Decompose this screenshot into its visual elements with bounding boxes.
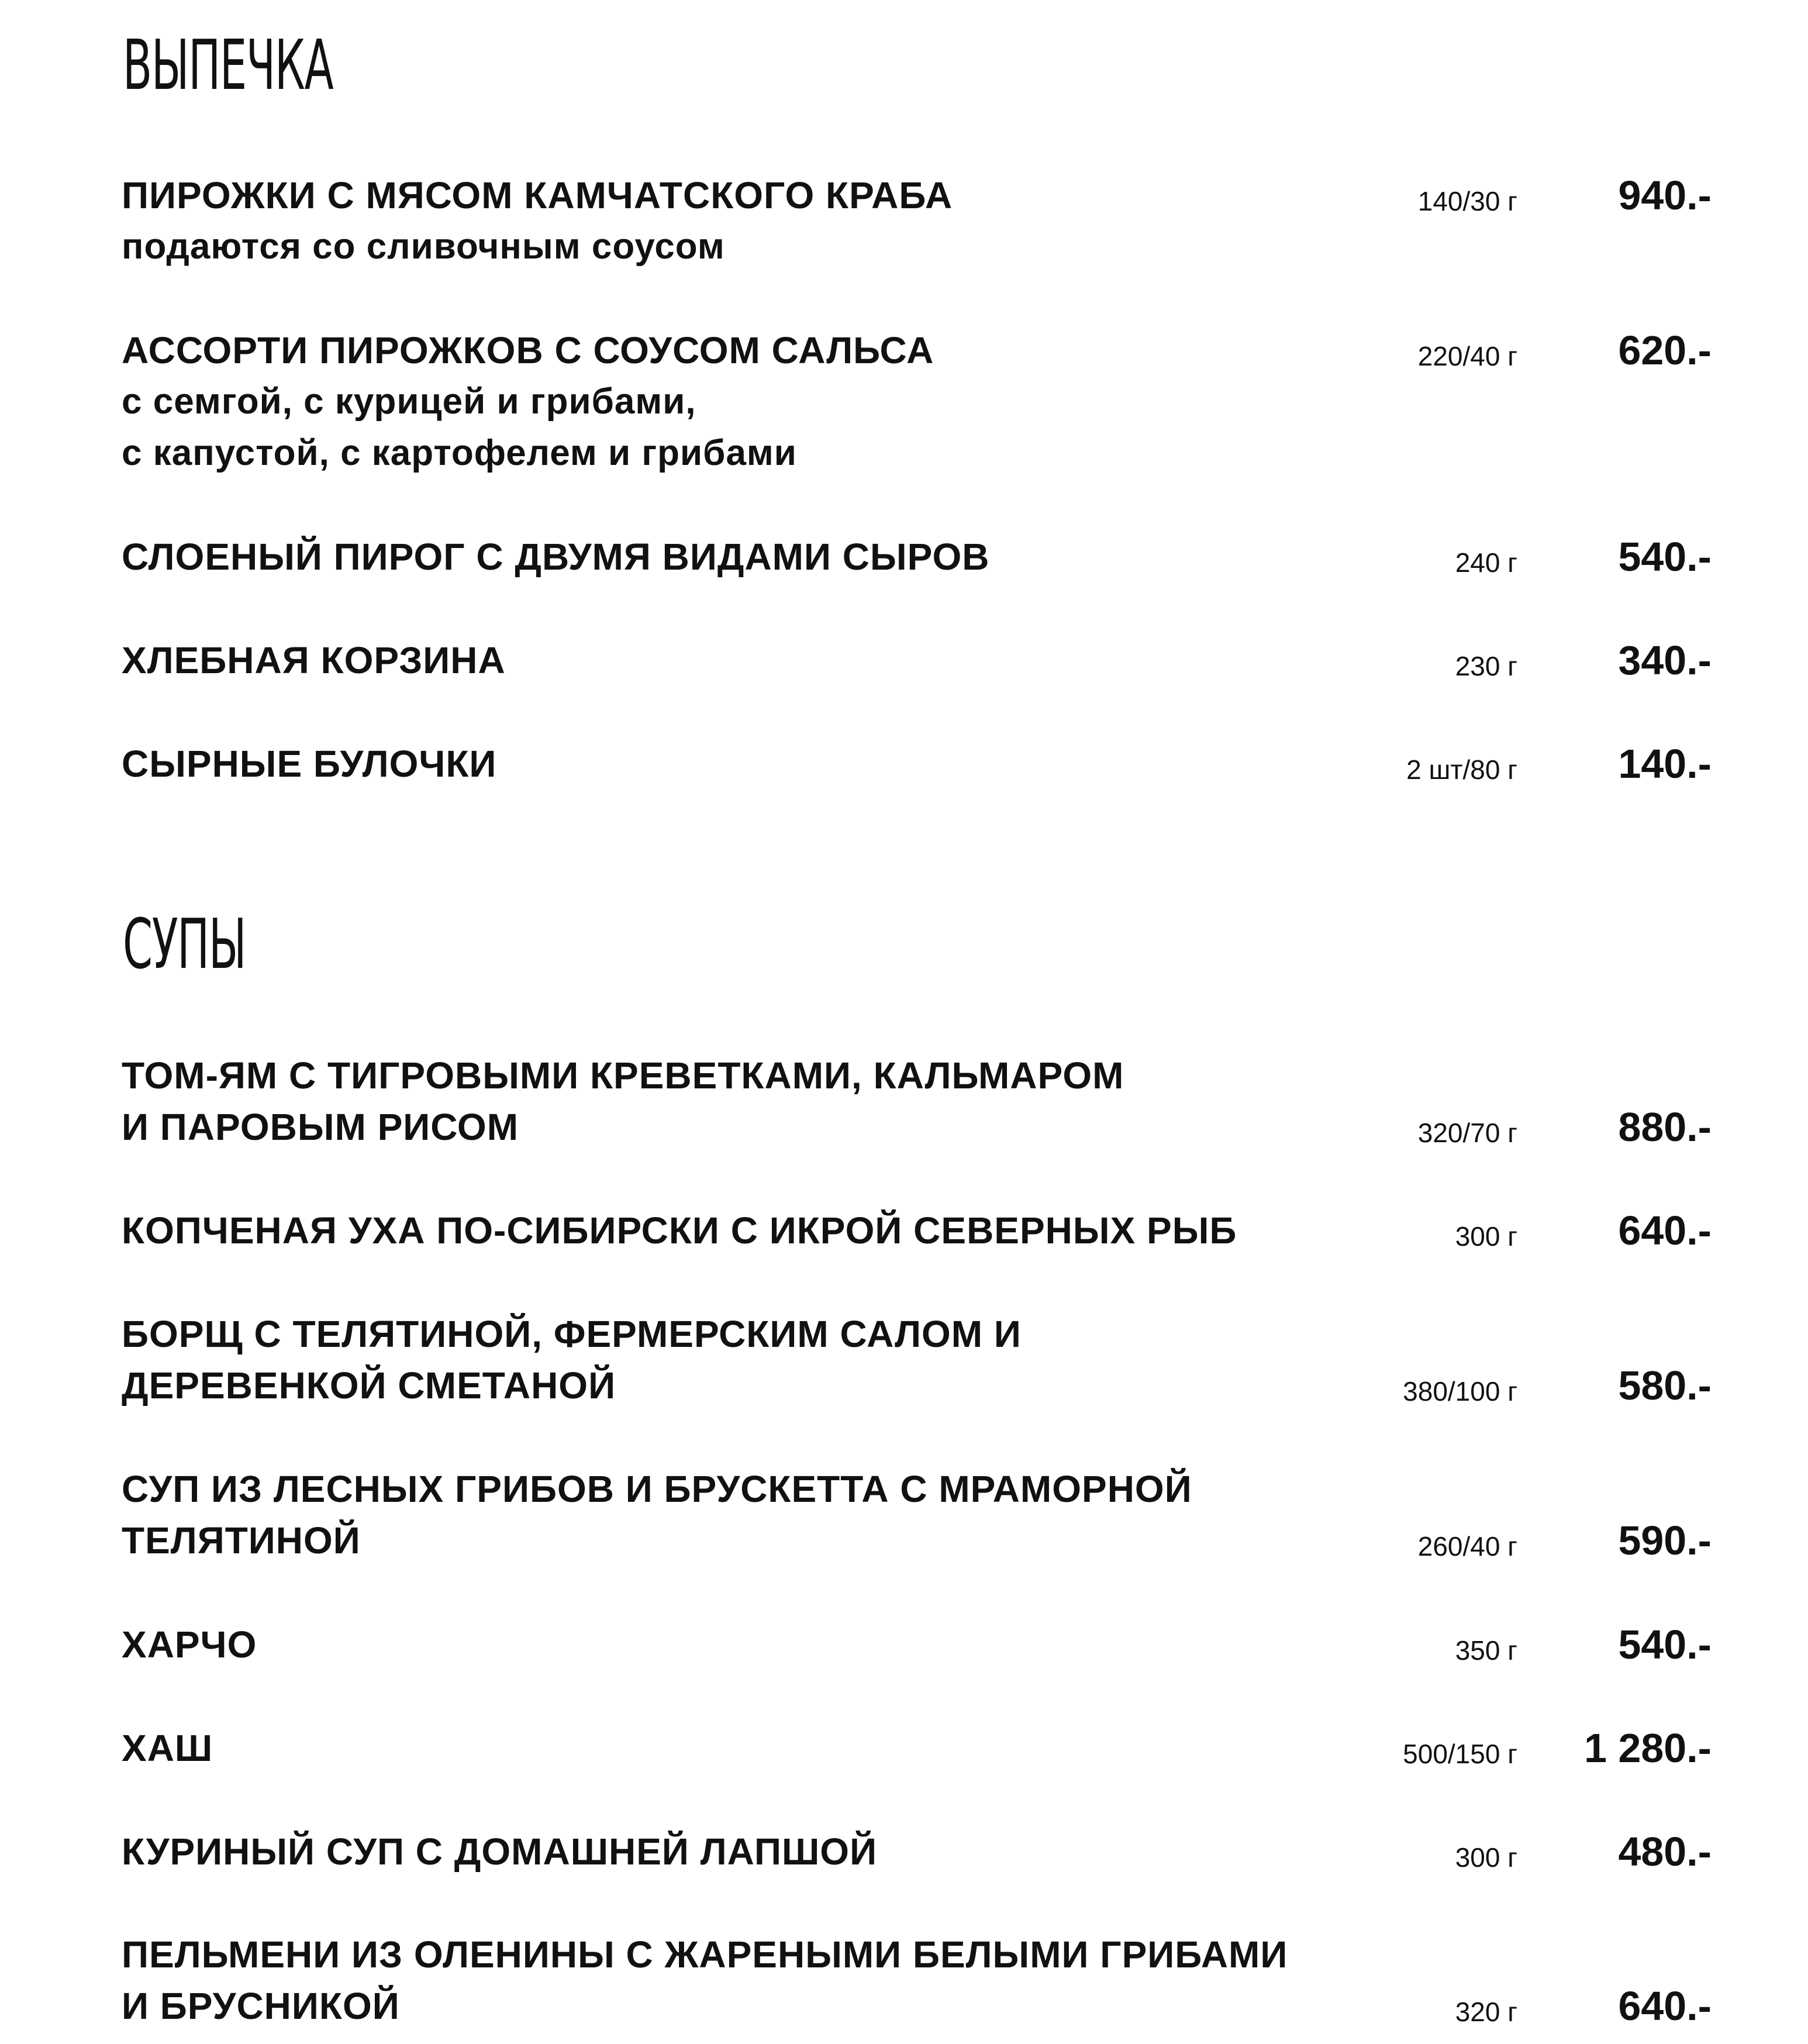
item-name: КУРИНЫЙ СУП С ДОМАШНЕЙ ЛАПШОЙ [122,1831,878,1873]
item-price: 580.- [1618,1363,1712,1408]
item-name: ПЕЛЬМЕНИ ИЗ ОЛЕНИНЫ С ЖАРЕНЫМИ БЕЛЫМИ ГРИБАМИ [122,1933,1288,1976]
item-name: СУП ИЗ ЛЕСНЫХ ГРИБОВ И БРУСКЕТТА С МРАМОРНОЙ [122,1468,1192,1510]
item-price: 880.- [1618,1104,1712,1150]
item-name: СЛОЕНЫЙ ПИРОГ С ДВУМЯ ВИДАМИ СЫРОВ [122,536,990,578]
item-price: 540.- [1618,1622,1712,1667]
item-name: ХАШ [122,1727,213,1769]
item-price: 640.- [1618,1208,1712,1253]
item-weight: 140/30 г [1417,186,1517,216]
item-name: ТОМ-ЯМ С ТИГРОВЫМИ КРЕВЕТКАМИ, КАЛЬМАРОМ [122,1054,1124,1097]
item-weight: 320/70 г [1417,1118,1517,1148]
item-weight: 320 г [1455,1997,1517,2027]
item-weight: 300 г [1455,1221,1517,1252]
item-price: 640.- [1618,1983,1712,2029]
section-title-soups: СУПЫ [123,904,246,984]
item-name: И БРУСНИКОЙ [122,1985,400,2027]
item-name: КОПЧЕНАЯ УХА ПО-СИБИРСКИ С ИКРОЙ СЕВЕРНЫХ РЫБ [122,1209,1237,1252]
item-price: 620.- [1618,328,1712,373]
item-name: АССОРТИ ПИРОЖКОВ С СОУСОМ САЛЬСА [122,329,934,371]
item-weight: 2 шт/80 г [1406,754,1517,785]
item-name: ДЕРЕВЕНКОЙ СМЕТАНОЙ [122,1364,616,1407]
item-price: 590.- [1618,1518,1712,1563]
item-name: БОРЩ С ТЕЛЯТИНОЙ, ФЕРМЕРСКИМ САЛОМ И [122,1313,1022,1355]
item-name: ХЛЕБНАЯ КОРЗИНА [122,639,506,681]
item-name: ХАРЧО [122,1624,257,1666]
item-name: СЫРНЫЕ БУЛОЧКИ [122,743,497,785]
item-weight: 230 г [1455,651,1517,681]
item-weight: 240 г [1455,547,1517,578]
item-weight: 260/40 г [1417,1531,1517,1562]
item-weight: 380/100 г [1403,1376,1517,1407]
item-name: ПИРОЖКИ С МЯСОМ КАМЧАТСКОГО КРАБА [122,174,953,216]
item-name: ТЕЛЯТИНОЙ [122,1519,361,1562]
item-weight: 300 г [1455,1842,1517,1873]
item-price: 540.- [1618,534,1712,580]
item-name: И ПАРОВЫМ РИСОМ [122,1106,519,1148]
item-price: 1 280.- [1584,1725,1712,1771]
item-description: подаются со сливочным соусом [122,226,725,267]
item-price: 340.- [1618,637,1712,683]
item-price: 140.- [1618,741,1712,787]
item-weight: 500/150 г [1403,1739,1517,1769]
item-description: с семгой, с курицей и грибами, [122,381,696,422]
item-weight: 350 г [1455,1635,1517,1666]
item-price: 480.- [1618,1829,1712,1874]
item-description: с капустой, с картофелем и грибами [122,433,797,473]
item-weight: 220/40 г [1417,341,1517,371]
section-title-pastry: ВЫПЕЧКА [123,25,333,105]
item-price: 940.- [1618,173,1712,218]
